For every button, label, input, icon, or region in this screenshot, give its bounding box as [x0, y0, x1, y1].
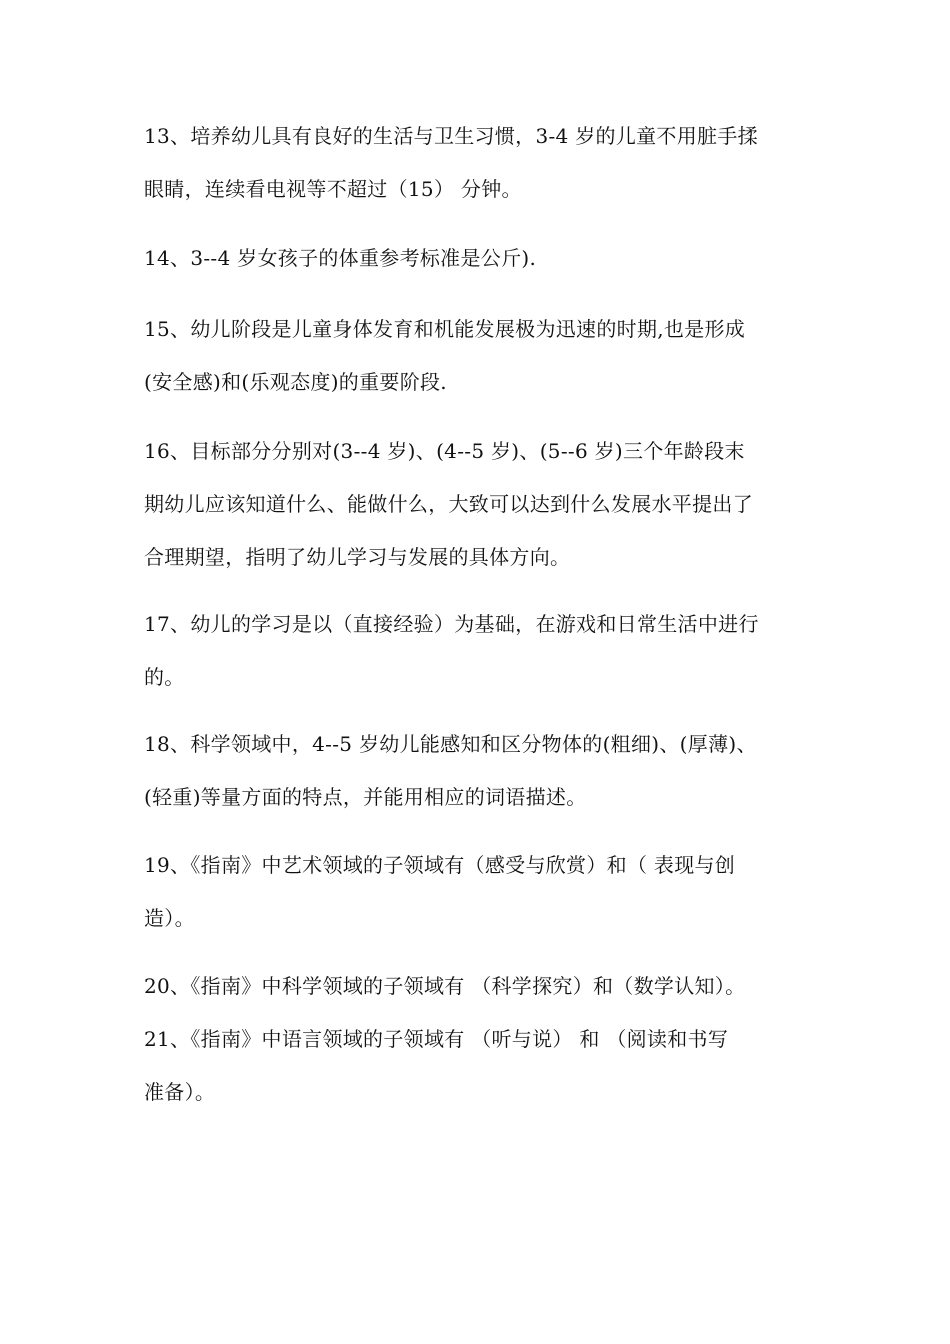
item-16-line-3: 合理期望，指明了幼儿学习与发展的具体方向。	[144, 545, 571, 569]
item-14-line-1: 14、3--4 岁女孩子的体重参考标准是公斤).	[144, 246, 537, 270]
item-18-line-2: (轻重)等量方面的特点，并能用相应的词语描述。	[144, 785, 587, 809]
item-15	[144, 303, 812, 409]
item-13-line-1: 13、培养幼儿具有良好的生活与卫生习惯，3-4 岁的儿童不用脏手揉	[144, 124, 758, 148]
item-19-line-1: 19、《指南》中艺术领域的子领域有（感受与欣赏）和（ 表现与创	[144, 853, 736, 877]
item-17	[144, 598, 812, 704]
item-15-line-1: 15、幼儿阶段是儿童身体发育和机能发展极为迅速的时期,也是形成	[144, 317, 746, 341]
item-19-line-2: 造）。	[144, 906, 195, 930]
item-16-line-2: 期幼儿应该知道什么、能做什么，大致可以达到什么发展水平提出了	[144, 492, 753, 516]
item-21-line-1: 21、《指南》中语言领域的子领域有 （听与说） 和 （阅读和书写	[144, 1027, 729, 1051]
item-16	[144, 425, 812, 584]
item-18-line-1: 18、科学领域中，4--5 岁幼儿能感知和区分物体的(粗细)、(厚薄)、	[144, 732, 757, 756]
item-16-line-1: 16、目标部分分别对(3--4 岁)、(4--5 岁)、(5--6 岁)三个年龄段末	[144, 439, 745, 463]
item-17-line-1: 17、幼儿的学习是以（直接经验）为基础，在游戏和日常生活中进行	[144, 612, 759, 636]
item-20-21	[144, 960, 812, 1119]
item-14	[144, 232, 812, 285]
item-17-line-2: 的。	[144, 665, 185, 689]
item-19	[144, 839, 812, 945]
item-13	[144, 110, 812, 216]
item-21-line-2: 准备）。	[144, 1080, 216, 1104]
item-13-line-2: 眼睛，连续看电视等不超过（15） 分钟。	[144, 177, 522, 201]
item-18	[144, 718, 812, 824]
item-15-line-2: (安全感)和(乐观态度)的重要阶段.	[144, 370, 447, 394]
item-20-line-1: 20、《指南》中科学领域的子领域有 （科学探究）和（数学认知）。	[144, 974, 746, 998]
